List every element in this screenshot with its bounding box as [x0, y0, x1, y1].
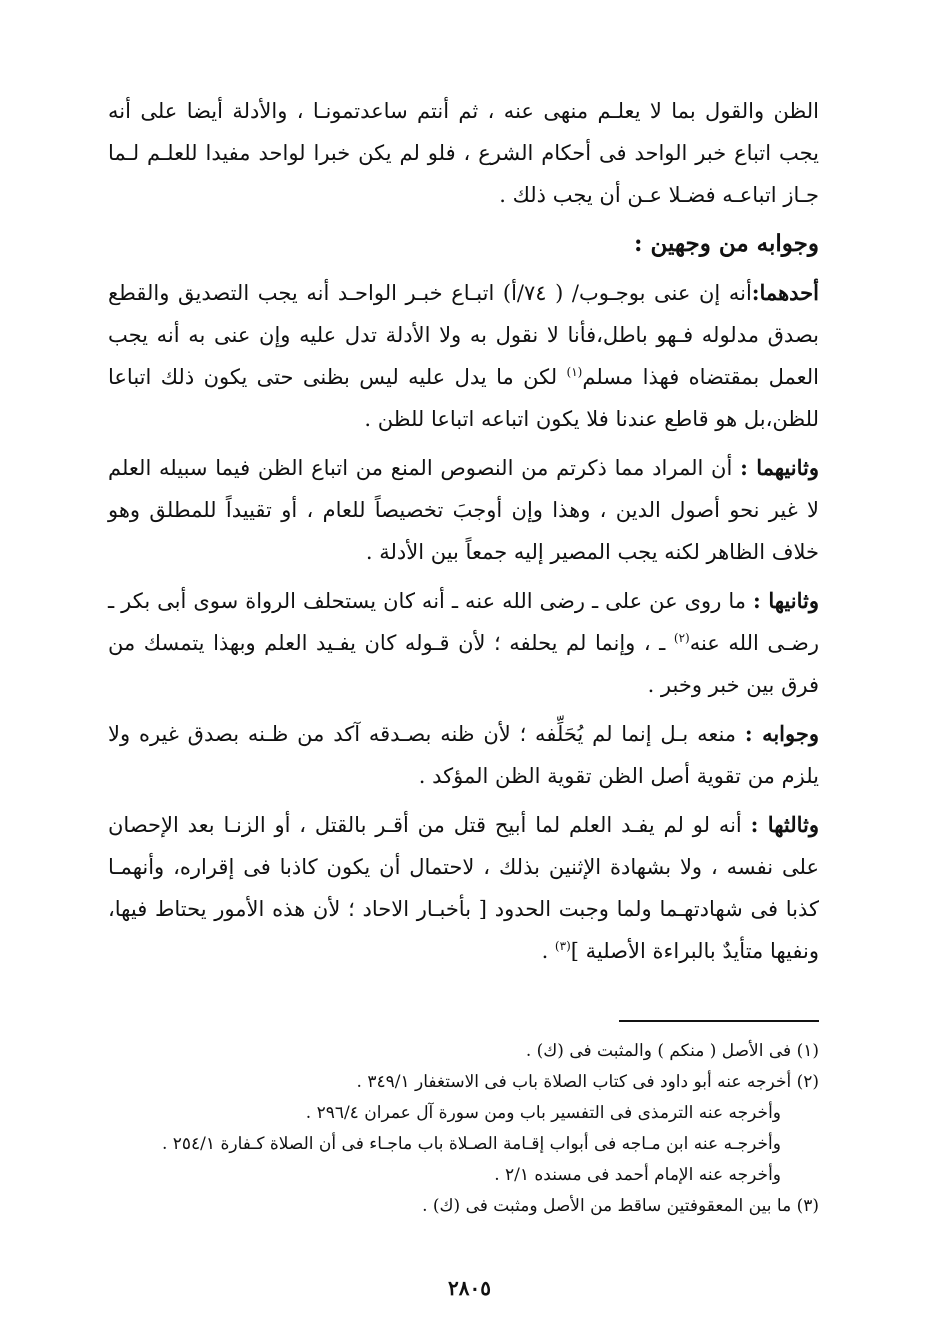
paragraph-text: أنه لو لم يفـد العلم لما أبيح قتل من أقـر بالقتل ، أو الزنـا بعد الإحصان على نفسه ، ولا بشهادة الإثنين بذلك ، لاحتمال أن يكون كاذبا فى إقراره، وأنهمـا كذبا فى شهادتهـما ولما وجبت الحدود [ بأخبـار الاحاد ؛ لأن هذه الأمور يحتاط فيها، ونفيها متأيدٌ بالبراءة الأصلية ]: [108, 813, 819, 963]
paragraph-first-answer: [108, 272, 819, 440]
paragraph-tail: لكن ما يدل عليه ليس بظنى حتى يكون ذلك اتباعا للظن،بل هو قاطع عندنا فلا يكون اتباعه اتباعا للظن .: [108, 365, 819, 431]
paragraph-reply: [108, 713, 819, 797]
footnote-ref: (١): [566, 365, 583, 379]
paragraph-third-argument: [108, 804, 819, 972]
footnote-divider: [619, 1020, 819, 1022]
paragraph-second-argument: [108, 580, 819, 706]
paragraph-text: أنه إن عنى بوجـوب/ ( ٧٤/أ) اتبـاع خبـر الواحـد أنه يجب التصديق والقطع بصدق مدلوله فـهو باطل،فأنا لا نقول به ولا الأدلة تدل عليه وإن عنى به أنه يجب العمل بمقتضاه فهذا مسلم: [108, 281, 819, 389]
paragraph-lead: وثانيهما :: [740, 455, 819, 480]
paragraph-text: أن المراد مما ذكرتم من النصوص المنع من اتباع الظن فيما سبيله العلم لا غير نحو أصول الدين ، وهذا وإن أوجبَ تخصيصاً للعام ، أو تقييداً للمطلق وهو خلاف الظاهر لكنه يجب المصير إليه جمعاً بين الأدلة .: [108, 456, 819, 564]
paragraph-tail: .: [541, 939, 555, 963]
paragraph-text: منعه بـل إنما لم يُحَلِّفه ؛ لأن ظنه بصـدقه آكد من ظـنه بصدق غيره ولا يلزم من تقوية أصل الظن تقوية الظن المؤكد .: [108, 722, 819, 788]
section-heading: وجوابه من وجهين :: [633, 230, 819, 257]
footnote-ref: (٣): [554, 939, 571, 953]
footnote-2-ahmad: وأخرجه عنه الإمام أحمد فى مسنده ٢/١ .: [494, 1165, 781, 1185]
footnote-2-tirmidhi: وأخرجه عنه الترمذى فى التفسير باب ومن سورة آل عمران ٢٩٦/٤ .: [305, 1103, 781, 1123]
footnote-ref: (٢): [673, 631, 690, 645]
footnote-2: (٢) أخرجه عنه أبو داود فى كتاب الصلاة باب فى الاستغفار ٣٤٩/١ .: [356, 1072, 819, 1092]
footnote-1: (١) فى الأصل ( منكم ) والمثبت فى (ك) .: [525, 1041, 819, 1061]
main-text: [108, 90, 819, 979]
paragraph-lead: وثالثها :: [750, 812, 820, 837]
paragraph-lead: وثانيها :: [752, 588, 819, 613]
footnotes: [108, 1036, 819, 1222]
opening-paragraph: الظن والقول بما لا يعلـم منهى عنه ، ثم أنتم ساعدتمونـا ، والأدلة أيضا على أنه يجب اتباع خبر الواحد فى أحكام الشرع ، فلو لم يكن خبرا لواحد مفيدا للعلـم لـما جـاز اتباعـه فضـلا عـن أن يجب ذلك .: [108, 99, 819, 207]
page-number: ٢٨٠٥: [448, 1276, 491, 1300]
paragraph-tail: ـ ، وإنما لم يحلفه ؛ لأن قـوله كان يفـيد العلم وبهذا يتمسك من فرق بين خبر وخبر .: [108, 631, 819, 697]
paragraph-text: ما روى عن على ـ رضى الله عنه ـ أنه كان يستحلف الرواة سوى أبى بكر ـ رضـى الله عنه: [108, 589, 819, 655]
footnote-2-ibn-majah: وأخرجـه عنه ابن مـاجه فى أبواب إقـامة الصـلاة باب ماجـاء فى أن الصلاة كـفارة ٢٥٤/١ .: [161, 1134, 781, 1154]
paragraph-lead: أحدهما:: [751, 280, 819, 305]
footnote-3: (٣) ما بين المعقوفتين ساقط من الأصل ومثبت فى (ك) .: [422, 1196, 819, 1216]
paragraph-second-answer: [108, 447, 819, 573]
paragraph-lead: وجوابه :: [744, 721, 819, 746]
